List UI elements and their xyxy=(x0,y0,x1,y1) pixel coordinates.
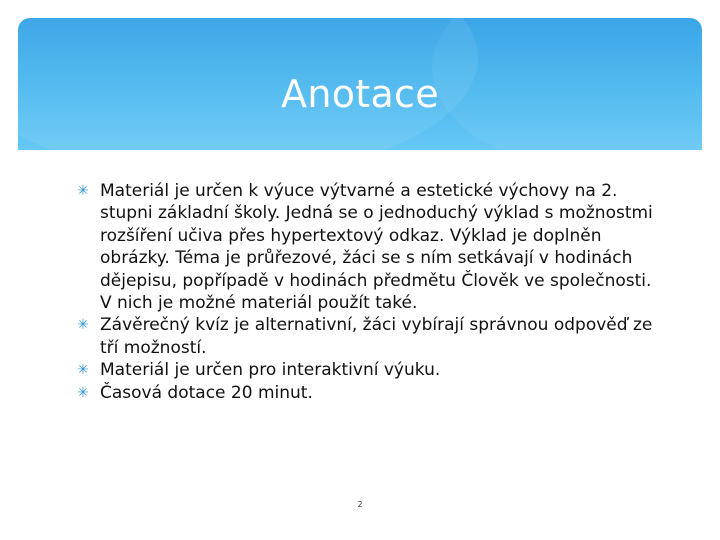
page-number: 2 xyxy=(357,500,363,509)
title-banner xyxy=(18,18,702,150)
bullet-text: Časová dotace 20 minut. xyxy=(100,382,313,403)
slide-title: Anotace xyxy=(281,72,439,116)
bullet-text: Závěrečný kvíz je alternativní, žáci vybírají správnou odpověď ze tří možností. xyxy=(100,315,653,358)
bullet-text: Materiál je určen k výuce výtvarné a estetické výchovy na 2. stupni základní školy. Jedná se o jednoduchý výklad s možnostmi rozšíření učiva přes hypertextový odkaz. Výklad je doplněn obrázky. Téma je průřezové, žáci se s ním setkávají v hodinách dějepisu, popřípadě v hodinách předmětu Člověk ve společnosti. V nich je možné materiál použít také. xyxy=(100,181,653,314)
asterisk-bullet-icon: ✳ xyxy=(77,183,89,199)
bullet-item xyxy=(74,180,664,314)
bullet-text: Materiál je určen pro interaktivní výuku. xyxy=(100,360,441,381)
bullet-item xyxy=(74,382,664,404)
asterisk-bullet-icon: ✳ xyxy=(77,362,89,379)
asterisk-bullet-icon: ✳ xyxy=(77,384,89,401)
bullet-item xyxy=(74,314,664,359)
bullet-item xyxy=(74,359,664,381)
bullet-list xyxy=(74,180,664,404)
asterisk-bullet-icon: ✳ xyxy=(77,317,89,334)
